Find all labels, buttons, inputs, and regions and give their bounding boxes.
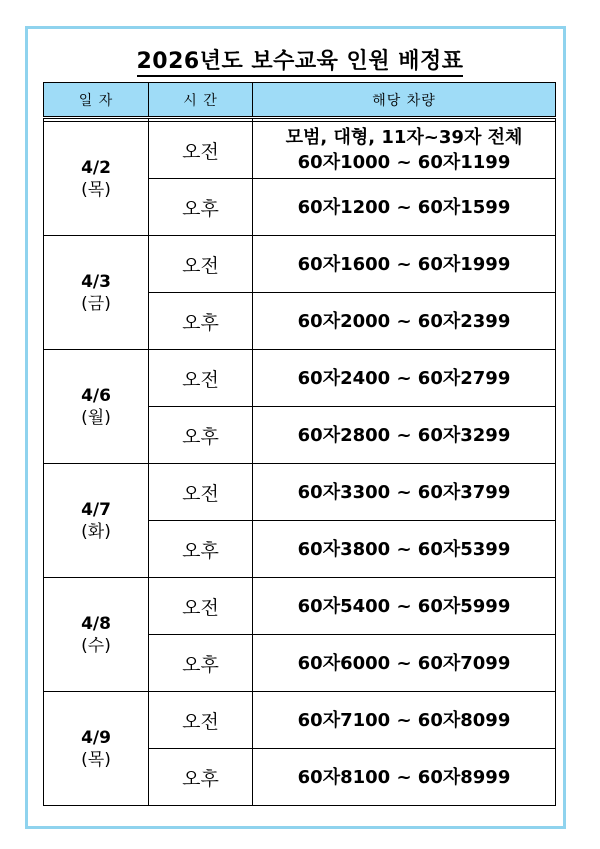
- table-row: [44, 464, 556, 521]
- vehicle-range: 60자6000 ~ 60자7099: [253, 635, 556, 692]
- vehicle-range: 60자1200 ~ 60자1599: [253, 179, 556, 236]
- session-am: 오전: [149, 122, 253, 179]
- session-pm: 오후: [149, 521, 253, 578]
- table-row: [44, 122, 556, 179]
- vehicle-range: 60자1600 ~ 60자1999: [253, 236, 556, 293]
- session-am: 오전: [149, 464, 253, 521]
- session-pm: 오후: [149, 293, 253, 350]
- vehicle-range: 60자2800 ~ 60자3299: [253, 407, 556, 464]
- vehicle-range: 60자5400 ~ 60자5999: [253, 578, 556, 635]
- table-row: [44, 236, 556, 293]
- vehicle-range-line1: 모범, 대형, 11자~39자 전체: [285, 127, 523, 148]
- session-pm: 오후: [149, 179, 253, 236]
- vehicle-range: 60자3300 ~ 60자3799: [253, 464, 556, 521]
- table-header-row: [44, 83, 556, 118]
- day-value: (목): [81, 749, 111, 770]
- day-value: (금): [81, 293, 111, 314]
- session-am: 오전: [149, 578, 253, 635]
- title-text: 2026년도 보수교육 인원 배정표: [137, 49, 464, 77]
- vehicle-range: 60자3800 ~ 60자5399: [253, 521, 556, 578]
- schedule-table: [43, 82, 556, 806]
- vehicle-range: 60자7100 ~ 60자8099: [253, 692, 556, 749]
- session-am: 오전: [149, 236, 253, 293]
- session-pm: 오후: [149, 407, 253, 464]
- date-value: 4/3: [81, 271, 111, 292]
- header-vehicles: 해당 차량: [253, 83, 556, 118]
- vehicle-range: 60자2000 ~ 60자2399: [253, 293, 556, 350]
- date-cell: [44, 464, 149, 578]
- document-title: [0, 44, 600, 75]
- vehicle-range: [253, 122, 556, 179]
- day-value: (월): [81, 407, 111, 428]
- table-row: [44, 350, 556, 407]
- header-date: 일 자: [44, 83, 149, 118]
- session-pm: 오후: [149, 749, 253, 806]
- date-cell: [44, 122, 149, 236]
- vehicle-range-line2: 60자1000 ~ 60자1199: [297, 152, 511, 173]
- vehicle-range: 60자8100 ~ 60자8999: [253, 749, 556, 806]
- session-pm: 오후: [149, 635, 253, 692]
- day-value: (목): [81, 179, 111, 200]
- date-value: 4/7: [81, 499, 111, 520]
- date-cell: [44, 236, 149, 350]
- table-row: [44, 578, 556, 635]
- header-time: 시 간: [149, 83, 253, 118]
- date-value: 4/9: [81, 727, 111, 748]
- vehicle-range: 60자2400 ~ 60자2799: [253, 350, 556, 407]
- day-value: (화): [81, 521, 111, 542]
- date-value: 4/8: [81, 613, 111, 634]
- date-value: 4/6: [81, 385, 111, 406]
- session-am: 오전: [149, 350, 253, 407]
- date-cell: [44, 350, 149, 464]
- day-value: (수): [81, 635, 111, 656]
- date-cell: [44, 578, 149, 692]
- date-value: 4/2: [81, 157, 111, 178]
- session-am: 오전: [149, 692, 253, 749]
- date-cell: [44, 692, 149, 806]
- table-row: [44, 692, 556, 749]
